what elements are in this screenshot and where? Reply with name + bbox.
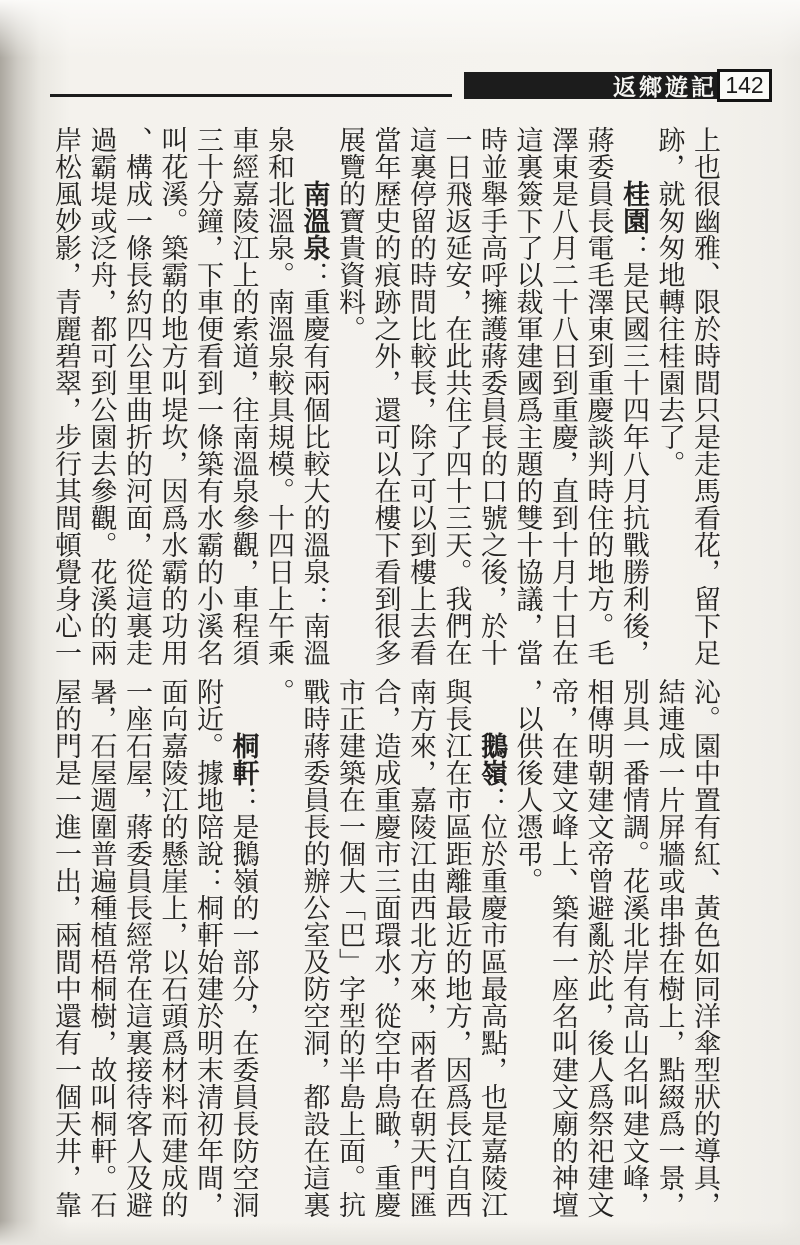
page-number: 142 [725,72,764,98]
section-guiyuan [332,126,652,668]
section-eling [261,678,510,1220]
paragraph-text: 沁。園中置有紅、黃色如同洋傘型狀的導具，結連成一片屏牆或串掛在樹上，點綴爲一景，別具一番情調。花溪北岸有高山名叫建文峰，相傳明朝建文帝曾避亂於此，後人爲祭祀建文帝，在建文峰上、築有一座名叫建文廟的神壇，以供後人憑弔。 [512,678,720,1218]
paragraph-text: ：位於重慶市區最高點，也是嘉陵江與長江在市區距離最近的地方，因爲長江自西南方來，嘉陵江由西北方來，兩者在朝天門匯合，造成重慶市三面環水，從空中鳥瞰，重慶市正建築在一個大「巴」字型的半島上面。抗戰時蔣委員長的辦公室及防空洞，都設在這裏。 [264,678,507,1218]
paragraph-continuation-top [651,126,722,668]
section-tongxuan [48,678,261,1220]
book-title: 返鄉遊記 [613,75,717,100]
header-title-bar [464,72,718,99]
section-heading-tongxuan: 桐軒 [228,732,259,786]
section-nanwenquan [48,126,332,668]
paragraph-continuation-bottom [509,678,722,1220]
section-heading-eling: 鵝嶺 [477,732,507,786]
section-heading-guiyuan: 桂園 [619,180,649,234]
header-rule [50,94,452,97]
paragraph-text: ：重慶有兩個比較大的溫泉：南溫泉和北溫泉。南溫泉較具規模。十四日上午乘車經嘉陵江上的索道，往南溫泉參觀，車程須三十分鐘，下車便看到一條築有水霸的小溪名叫花溪。築霸的地方叫堤坎，因爲水霸的功用、構成一條長約四公里曲折的河面，從這裏走過霸堤或泛舟，都可到公園去參觀。花溪的兩岸松風妙影，青麗碧翠，步行其間頓覺身心一 [51,126,330,666]
paragraph-text: 上也很幽雅、限於時間只是走馬看花，留下足跡，就匆匆地轉往桂園去了。 [654,126,720,666]
text-register-top [46,126,722,668]
section-heading-nanwenquan: 南溫泉 [299,180,330,261]
paragraph-text: ：是鵝嶺的一部分，在委員長防空洞附近。據地陪說：桐軒始建於明末清初年間，面向嘉陵江的懸崖上，以石頭爲材料而建成的一座石屋，蔣委員長經常在這裏接待客人及避暑，石屋週圍普遍種植梧桐樹，故叫桐軒。石屋的門是一進一出，兩間中還有一個天井，靠 [51,678,259,1218]
paragraph-text: ：是民國三十四年八月抗戰勝利後，蔣委員長電毛澤東到重慶談判時住的地方。毛澤東是八月二十八日到重慶，直到十月十日在這裏簽下了以裁軍建國爲主題的雙十協議，當時並舉手高呼擁護蔣委員長的口號之後，於十一日飛返延安，在此共住了四十三天。我們在這裏停留的時間比較長，除了可以到樓上去看當年歷史的痕跡之外，還可以在樓下看到很多展覽的寶貴資料。 [335,126,649,666]
page-number-box [717,69,772,102]
text-register-bottom [46,678,722,1220]
